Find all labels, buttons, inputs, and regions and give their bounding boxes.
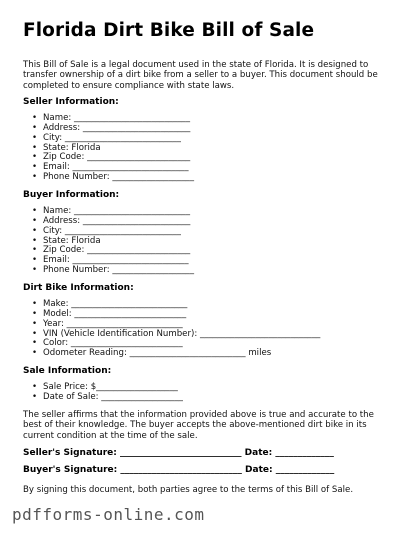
buyer-email-field: • Email: ___________________________ [31, 256, 194, 266]
seller-phone-field: • Phone Number: ___________________ [31, 173, 194, 183]
affirmation-paragraph: The seller affirms that the information provided above is true and accurate to the best of their knowledge. The buyer accepts the above-mentioned dirt bike in its current condition at the time of the sale. [23, 410, 374, 441]
closing-statement: By signing this document, both parties agree to the terms of this Bill of Sale. [23, 485, 354, 495]
bike-make-field: • Make: ___________________________ [31, 300, 320, 310]
buyer-address-field: • Address: _________________________ [31, 217, 194, 227]
sale-heading: Sale Information: [23, 366, 112, 376]
seller-address-field: • Address: _________________________ [31, 124, 194, 134]
intro-paragraph: This Bill of Sale is a legal document used in the state of Florida. It is designed to transfer ownership of a dirt bike from a seller to a buyer. This document should be completed to ensure compliance with state laws. [23, 60, 378, 91]
buyer-state-field: • State: Florida [31, 237, 194, 247]
document-title: Florida Dirt Bike Bill of Sale [23, 20, 315, 41]
buyer-signature-line: Buyer's Signature: ___________________________ Date: _____________ [23, 465, 335, 475]
sale-fields [31, 383, 183, 403]
bike-vin-field: • VIN (Vehicle Identification Number): ____________________________ [31, 330, 320, 340]
sale-price-field: • Sale Price: $___________________ [31, 383, 183, 393]
buyer-heading: Buyer Information: [23, 190, 120, 200]
seller-email-field: • Email: ___________________________ [31, 163, 194, 173]
bike-odometer-field: • Odometer Reading: ___________________________ miles [31, 349, 320, 359]
bike-fields [31, 300, 320, 359]
buyer-name-field: • Name: ___________________________ [31, 207, 194, 217]
site-watermark: pdfforms-online.com [12, 505, 205, 524]
seller-signature-line: Seller's Signature: ___________________________ Date: _____________ [23, 448, 334, 458]
bike-heading: Dirt Bike Information: [23, 283, 134, 293]
seller-state-field: • State: Florida [31, 144, 194, 154]
buyer-zip-field: • Zip Code: ________________________ [31, 246, 194, 256]
buyer-city-field: • City: ___________________________ [31, 227, 194, 237]
seller-city-field: • City: ___________________________ [31, 134, 194, 144]
sale-date-field: • Date of Sale: ___________________ [31, 393, 183, 403]
bike-color-field: • Color: __________________________ [31, 339, 320, 349]
bike-year-field: • Year: ___________________________ [31, 320, 320, 330]
bike-model-field: • Model: __________________________ [31, 310, 320, 320]
buyer-phone-field: • Phone Number: ___________________ [31, 266, 194, 276]
seller-name-field: • Name: ___________________________ [31, 114, 194, 124]
seller-heading: Seller Information: [23, 97, 119, 107]
seller-fields [31, 114, 194, 183]
seller-zip-field: • Zip Code: ________________________ [31, 153, 194, 163]
buyer-fields [31, 207, 194, 276]
